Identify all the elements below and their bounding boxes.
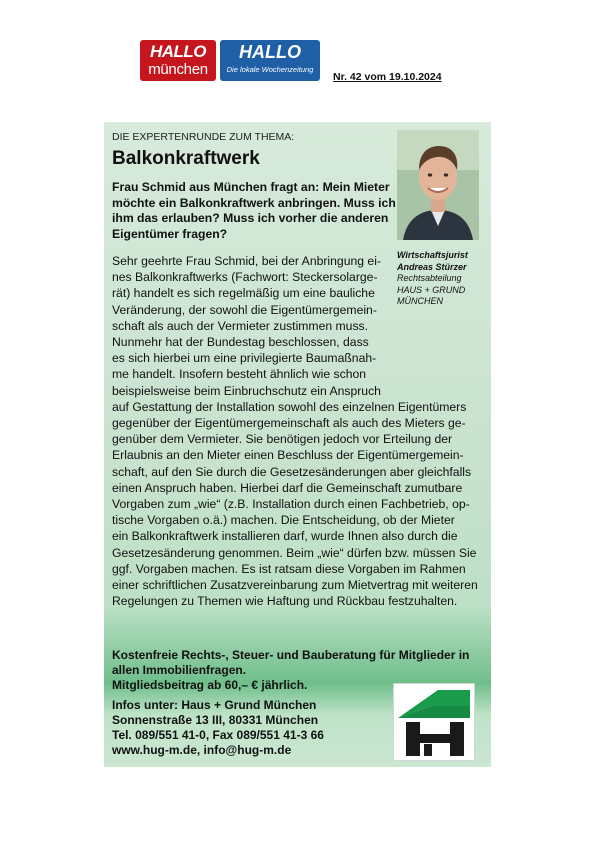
haus-grund-logo-icon <box>394 684 474 760</box>
haus-grund-logo <box>393 683 475 761</box>
answer-line: gegenüber der Eigentümergemeinschaft als auch des Mieters ge- <box>112 416 466 431</box>
portrait-photo <box>397 130 479 240</box>
answer-line: rät) handelt es sich regelmäßig um eine bauliche <box>112 286 375 301</box>
portrait-image <box>397 130 479 240</box>
answer-line: genüber dem Vermieter. Sie benötigen jedoch vor Erteilung der <box>112 432 453 447</box>
answer-line: Regelungen zu Themen wie Haftung und Rückbau festzuhalten. <box>112 594 458 609</box>
answer-line: Sehr geehrte Frau Schmid, bei der Anbringung ei- <box>112 254 381 268</box>
contact-address: Sonnenstraße 13 III, 80331 München <box>112 713 319 728</box>
answer-line: Erlaubnis an den Mieter einen Beschluss der Eigentümergemein- <box>112 448 464 463</box>
expert-department: Rechtsabteilung <box>397 273 462 283</box>
answer-line: Gesetzesänderung genommen. Beim „wie“ dürfen bzw. müssen Sie <box>112 545 477 560</box>
article-kicker: DIE EXPERTENRUNDE ZUM THEMA: <box>112 131 295 143</box>
hallo-logo-word: HALLO <box>239 42 301 62</box>
article-title: Balkonkraftwerk <box>112 148 260 169</box>
offer-line: Mitgliedsbeitrag ab 60,– € jährlich. <box>112 677 308 692</box>
answer-line: beispielsweise beim Einbruchschutz ein Anspruch <box>112 383 381 398</box>
answer-line: ggf. Vorgaben machen. Es ist ratsam diese Vorgaben im Rahmen <box>112 561 466 576</box>
hallo-muenchen-logo-city: münchen <box>148 61 208 78</box>
expert-title: Wirtschaftsjurist <box>397 250 468 260</box>
answer-line: einen Anspruch haben. Hierbei darf die Gemeinschaft zumutbare <box>112 480 463 495</box>
answer-line: tische Vorgaben o.ä.) machen. Die Entscheidung, ob der Mieter <box>112 513 455 528</box>
contact-web-email: www.hug-m.de, info@hug-m.de <box>112 742 292 757</box>
contact-line: Infos unter: Haus + Grund München <box>112 698 317 713</box>
answer-line: es sich hierbei um eine privilegierte Baumaßnah- <box>112 351 377 366</box>
question-line: möchte ein Balkonkraftwerk anbringen. Muss ich <box>112 195 396 210</box>
hallo-muenchen-logo-word: HALLO <box>149 42 207 61</box>
hallo-muenchen-logo <box>140 40 216 81</box>
answer-line: nes Balkonkraftwerks (Fachwort: Steckersolarge- <box>112 270 378 285</box>
answer-line: schaft, auf den Sie durch die Gesetzesänderungen aber gleichfalls <box>112 464 472 479</box>
offer-line: allen Immobilienfragen. <box>112 662 247 677</box>
answer-line: Vorgaben zum „wie“ (z.B. Installation durch einen Fachbetrieb, op- <box>112 497 470 512</box>
hallo-logo-tagline: Die lokale Wochenzeitung <box>226 65 314 74</box>
reader-question <box>112 180 394 242</box>
expert-name: Andreas Stürzer <box>397 261 467 272</box>
question-line: Frau Schmid aus München fragt an: Mein Mieter <box>112 180 390 194</box>
expert-city: MÜNCHEN <box>397 296 443 306</box>
answer-line: Nunmehr hat der Bundestag beschlossen, dass <box>112 335 369 350</box>
answer-line: auf Gestattung der Installation sowohl des einzelnen Eigentümers <box>112 399 467 414</box>
answer-line: Veränderung, der sowohl die Eigentümergemein- <box>112 302 377 317</box>
issue-date: Nr. 42 vom 19.10.2024 <box>333 71 442 83</box>
answer-line: schaft als auch der Vermieter zustimmen muss. <box>112 318 369 333</box>
expert-org: HAUS + GRUND <box>397 284 466 295</box>
answer-text <box>112 253 478 609</box>
question-line: ihm das erlauben? Muss ich vorher die anderen <box>112 211 389 225</box>
question-line: Eigentümer fragen? <box>112 226 228 241</box>
answer-line: einer schriftlichen Zusatzvereinbarung zum Mietvertrag mit weiteren <box>112 578 478 593</box>
offer-line: Kostenfreie Rechts-, Steuer- und Bauberatung für Mitglieder in <box>112 648 470 662</box>
contact-phone: Tel. 089/551 41-0, Fax 089/551 41-3 66 <box>112 727 324 742</box>
answer-line: me handelt. Insofern besteht ähnlich wie schon <box>112 367 367 382</box>
hallo-logo <box>220 40 320 81</box>
answer-line: ein Balkonkraftwerk installieren darf, wurde Ihnen also durch die <box>112 529 458 544</box>
